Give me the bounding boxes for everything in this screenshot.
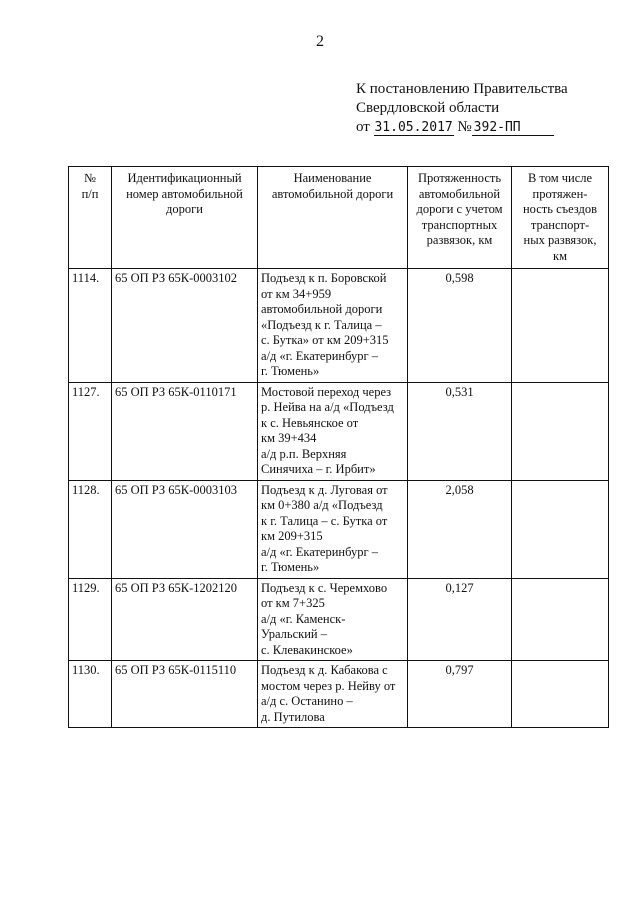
road-name-line: г. Тюмень» <box>261 560 320 574</box>
resolution-header <box>356 80 616 137</box>
col-length-header <box>408 167 512 269</box>
road-name-line: от км 34+959 <box>261 286 332 301</box>
header-line: транспортных <box>421 217 498 232</box>
junctions-length-cell <box>512 269 609 383</box>
header-line: № <box>84 171 96 185</box>
header-line-2: Свердловской области <box>356 100 500 116</box>
row-number-cell: 1128. <box>69 480 112 578</box>
road-name-line: р. Нейва на а/д «Подъезд <box>261 400 394 414</box>
road-name-line: км 209+315 <box>261 529 323 543</box>
header-line: транспорт- <box>530 217 590 232</box>
road-name-cell <box>258 578 408 661</box>
row-number-cell: 1130. <box>69 661 112 728</box>
header-line: В том числе <box>527 171 593 185</box>
road-name-line: к г. Талица – с. Бутка от <box>261 513 388 528</box>
road-id-cell: 65 ОП РЗ 65К-0115110 <box>112 661 258 728</box>
header-line: автомобильной дороги <box>271 186 394 201</box>
row-number-cell: 1114. <box>69 269 112 383</box>
col-road-name-header <box>258 167 408 269</box>
header-line: развязок, км <box>426 233 493 247</box>
resolution-date: 31.05.2017 <box>374 120 453 135</box>
header-line: дороги с учетом <box>416 202 503 216</box>
road-id-cell: 65 ОП РЗ 65К-0003103 <box>112 480 258 578</box>
road-name-line: а/д р.п. Верхняя <box>261 446 347 461</box>
road-name-line: а/д «г. Екатеринбург – <box>261 348 378 363</box>
road-name-line: от км 7+325 <box>261 596 325 610</box>
junctions-length-cell <box>512 480 609 578</box>
row-number-cell: 1127. <box>69 382 112 480</box>
road-id-cell: 65 ОП РЗ 65К-0110171 <box>112 382 258 480</box>
header-line: км <box>553 248 567 263</box>
road-name-line: с. Клевакинское» <box>261 642 353 657</box>
road-name-line: Подъезд к д. Кабакова с <box>261 663 388 677</box>
header-line: п/п <box>81 186 99 201</box>
road-name-line: км 0+380 а/д «Подъезд <box>261 498 383 512</box>
junctions-length-cell <box>512 661 609 728</box>
road-name-line: с. Бутка» от км 209+315 <box>261 333 389 347</box>
road-name-cell <box>258 382 408 480</box>
table-row <box>69 269 609 383</box>
road-name-line: Уральский – <box>261 627 327 641</box>
table-row <box>69 382 609 480</box>
road-name-cell <box>258 661 408 728</box>
header-line: Наименование <box>293 171 372 185</box>
road-length-cell: 0,127 <box>408 578 512 661</box>
table-header-row <box>69 167 609 269</box>
road-length-cell: 0,797 <box>408 661 512 728</box>
road-id-cell: 65 ОП РЗ 65К-1202120 <box>112 578 258 661</box>
header-line: Идентификационный <box>127 171 242 185</box>
header-line: автомобильной <box>418 186 501 201</box>
header-line: ность съездов <box>522 202 598 216</box>
road-length-cell: 0,598 <box>408 269 512 383</box>
road-name-line: а/д «г. Каменск- <box>261 611 346 626</box>
road-name-line: автомобильной дороги <box>261 302 383 316</box>
road-name-line: Синячиха – г. Ирбит» <box>261 462 376 476</box>
road-name-line: Мостовой переход через <box>261 384 392 399</box>
road-length-cell: 0,531 <box>408 382 512 480</box>
resolution-number: 392-ПП <box>472 121 554 136</box>
road-id-cell: 65 ОП РЗ 65К-0003102 <box>112 269 258 383</box>
road-name-line: км 39+434 <box>261 431 317 445</box>
roads-table <box>68 166 609 728</box>
road-name-cell <box>258 269 408 383</box>
header-line: протяжен- <box>532 186 588 201</box>
col-junctions-header <box>512 167 609 269</box>
header-date-line <box>356 118 616 137</box>
row-number-cell: 1129. <box>69 578 112 661</box>
table-row <box>69 480 609 578</box>
date-prefix: от <box>356 119 370 135</box>
table-row <box>69 578 609 661</box>
road-name-line: г. Тюмень» <box>261 364 320 378</box>
header-line: дороги <box>166 202 203 216</box>
road-name-line: Подъезд к п. Боровской <box>261 271 387 285</box>
road-name-line: Подъезд к с. Черемхово <box>261 580 388 595</box>
road-name-cell <box>258 480 408 578</box>
road-name-line: а/д с. Останино – <box>261 694 353 708</box>
col-number-header <box>69 167 112 269</box>
junctions-length-cell <box>512 578 609 661</box>
junctions-length-cell <box>512 382 609 480</box>
header-line: Протяженность <box>417 171 502 185</box>
road-name-line: «Подъезд к г. Талица – <box>261 317 382 332</box>
page-number: 2 <box>316 33 324 50</box>
header-line: номер автомобильной <box>126 186 243 201</box>
road-length-cell: 2,058 <box>408 480 512 578</box>
table-body <box>69 269 609 728</box>
header-line-1: К постановлению Правительства <box>356 81 568 97</box>
road-name-line: Подъезд к д. Луговая от <box>261 482 388 497</box>
header-line: ных развязок, <box>523 233 597 247</box>
road-name-line: д. Путилова <box>261 709 325 724</box>
number-prefix: № <box>457 119 472 135</box>
road-name-line: мостом через р. Нейву от <box>261 678 396 693</box>
table-row <box>69 661 609 728</box>
road-name-line: а/д «г. Екатеринбург – <box>261 544 378 559</box>
col-road-id-header <box>112 167 258 269</box>
road-name-line: к с. Невьянское от <box>261 415 359 430</box>
